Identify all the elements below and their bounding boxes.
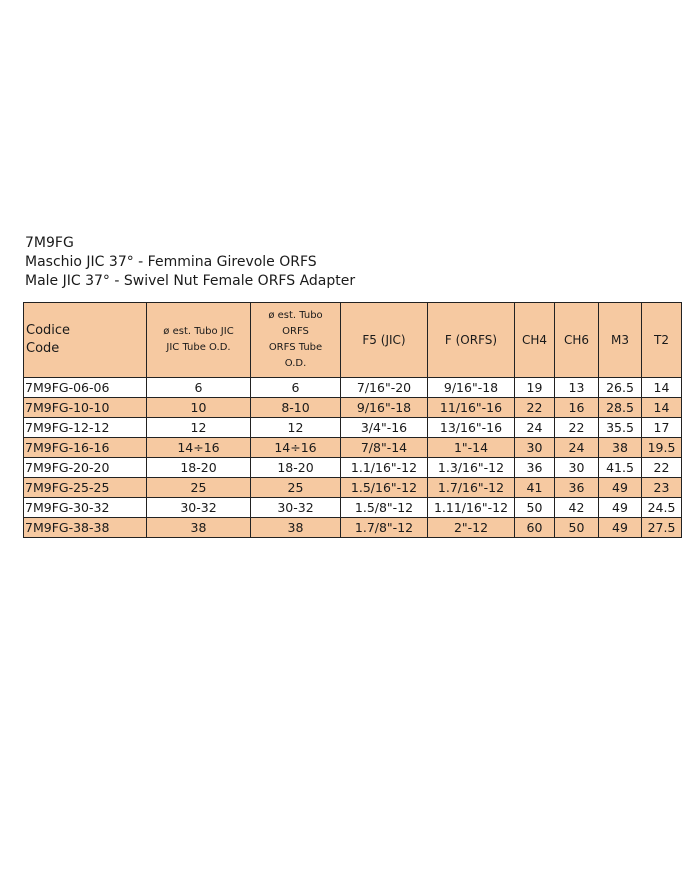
cell-f5: 1.7/8"-12	[341, 518, 428, 538]
header-orfs-en-1: ORFS Tube	[268, 342, 323, 353]
cell-m3: 41.5	[599, 458, 642, 478]
spec-table	[23, 302, 682, 538]
cell-code: 7M9FG-16-16	[24, 438, 147, 458]
cell-m3: 38	[599, 438, 642, 458]
header-code-en: Code	[26, 341, 60, 356]
cell-code: 7M9FG-06-06	[24, 378, 147, 398]
cell-ch4: 60	[515, 518, 555, 538]
cell-f5: 9/16"-18	[341, 398, 428, 418]
header-m3: M3	[599, 303, 642, 378]
header-orfs-it-1: ø est. Tubo	[268, 310, 323, 321]
header-ch6: CH6	[555, 303, 599, 378]
cell-ch6: 30	[555, 458, 599, 478]
cell-ch6: 42	[555, 498, 599, 518]
header-jic-tube	[147, 303, 251, 378]
cell-t2: 19.5	[642, 438, 682, 458]
cell-m3: 49	[599, 478, 642, 498]
table-row	[24, 498, 682, 518]
cell-f: 2"-12	[428, 518, 515, 538]
cell-code: 7M9FG-10-10	[24, 398, 147, 418]
cell-t2: 23	[642, 478, 682, 498]
cell-orfs: 18-20	[251, 458, 341, 478]
table-row	[24, 398, 682, 418]
header-jic-it: ø est. Tubo JIC	[163, 326, 234, 337]
header-orfs-tube	[251, 303, 341, 378]
header-ch4: CH4	[515, 303, 555, 378]
cell-jic: 14÷16	[147, 438, 251, 458]
table-row	[24, 458, 682, 478]
title-italian: Maschio JIC 37° - Femmina Girevole ORFS	[25, 254, 317, 270]
cell-t2: 27.5	[642, 518, 682, 538]
cell-jic: 10	[147, 398, 251, 418]
cell-f: 13/16"-16	[428, 418, 515, 438]
cell-m3: 49	[599, 518, 642, 538]
cell-ch4: 24	[515, 418, 555, 438]
header-orfs-en-2: O.D.	[284, 358, 307, 369]
header-code-it: Codice	[26, 323, 71, 338]
cell-ch6: 16	[555, 398, 599, 418]
cell-f5: 3/4"-16	[341, 418, 428, 438]
header-jic-en: JIC Tube O.D.	[166, 342, 231, 353]
header-t2: T2	[642, 303, 682, 378]
cell-jic: 12	[147, 418, 251, 438]
cell-ch6: 13	[555, 378, 599, 398]
table-row	[24, 418, 682, 438]
cell-orfs: 14÷16	[251, 438, 341, 458]
cell-ch6: 36	[555, 478, 599, 498]
cell-jic: 18-20	[147, 458, 251, 478]
cell-orfs: 8-10	[251, 398, 341, 418]
table-row	[24, 518, 682, 538]
cell-jic: 38	[147, 518, 251, 538]
cell-f5: 7/16"-20	[341, 378, 428, 398]
cell-orfs: 6	[251, 378, 341, 398]
cell-t2: 14	[642, 378, 682, 398]
cell-f: 1"-14	[428, 438, 515, 458]
cell-t2: 22	[642, 458, 682, 478]
cell-ch4: 30	[515, 438, 555, 458]
cell-ch4: 36	[515, 458, 555, 478]
cell-f: 9/16"-18	[428, 378, 515, 398]
cell-code: 7M9FG-30-32	[24, 498, 147, 518]
cell-f: 11/16"-16	[428, 398, 515, 418]
cell-jic: 30-32	[147, 498, 251, 518]
cell-t2: 14	[642, 398, 682, 418]
cell-code: 7M9FG-12-12	[24, 418, 147, 438]
title-english: Male JIC 37° - Swivel Nut Female ORFS Adapter	[25, 273, 356, 289]
cell-f5: 1.5/8"-12	[341, 498, 428, 518]
cell-code: 7M9FG-38-38	[24, 518, 147, 538]
cell-orfs: 30-32	[251, 498, 341, 518]
cell-m3: 28.5	[599, 398, 642, 418]
cell-ch4: 22	[515, 398, 555, 418]
product-code: 7M9FG	[25, 235, 74, 251]
cell-m3: 49	[599, 498, 642, 518]
cell-f5: 1.1/16"-12	[341, 458, 428, 478]
cell-f: 1.11/16"-12	[428, 498, 515, 518]
cell-ch6: 50	[555, 518, 599, 538]
cell-code: 7M9FG-25-25	[24, 478, 147, 498]
cell-t2: 24.5	[642, 498, 682, 518]
cell-f5: 1.5/16"-12	[341, 478, 428, 498]
cell-t2: 17	[642, 418, 682, 438]
table-row	[24, 378, 682, 398]
cell-ch6: 24	[555, 438, 599, 458]
cell-orfs: 38	[251, 518, 341, 538]
document-titles	[25, 234, 355, 291]
header-code	[24, 303, 147, 378]
cell-orfs: 25	[251, 478, 341, 498]
table-row	[24, 478, 682, 498]
cell-f: 1.7/16"-12	[428, 478, 515, 498]
cell-f5: 7/8"-14	[341, 438, 428, 458]
table-header-row	[24, 303, 682, 378]
cell-orfs: 12	[251, 418, 341, 438]
cell-ch6: 22	[555, 418, 599, 438]
header-f5: F5 (JIC)	[341, 303, 428, 378]
cell-m3: 26.5	[599, 378, 642, 398]
cell-ch4: 19	[515, 378, 555, 398]
cell-f: 1.3/16"-12	[428, 458, 515, 478]
cell-ch4: 50	[515, 498, 555, 518]
header-f: F (ORFS)	[428, 303, 515, 378]
table-row	[24, 438, 682, 458]
cell-m3: 35.5	[599, 418, 642, 438]
header-orfs-it-2: ORFS	[282, 326, 309, 337]
cell-ch4: 41	[515, 478, 555, 498]
cell-jic: 6	[147, 378, 251, 398]
cell-code: 7M9FG-20-20	[24, 458, 147, 478]
cell-jic: 25	[147, 478, 251, 498]
